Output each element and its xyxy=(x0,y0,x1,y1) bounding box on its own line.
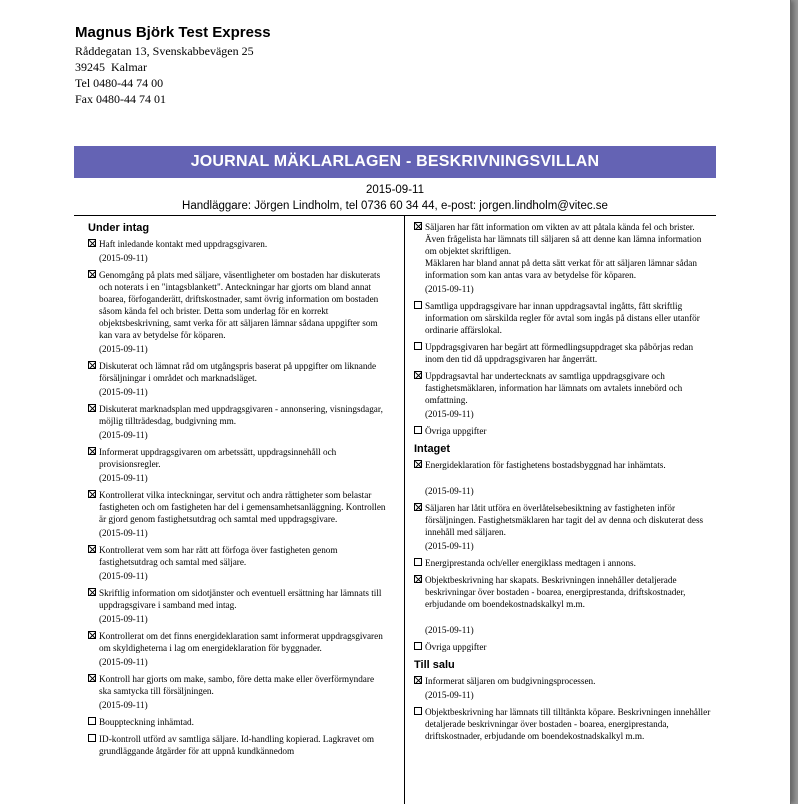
spacer xyxy=(425,471,714,483)
item-date: (2015-09-11) xyxy=(425,409,474,419)
checklist-item xyxy=(88,587,388,625)
checklist-item xyxy=(414,221,714,295)
item-text: Genomgång på plats med säljare, väsentligheter om bostaden har diskuterats och noterats i en "intagsblankett". Anteckningar har gjorts om bland annat boarea, förfoganderätt, driftskostnader, samt övrig information om bostaden såsom kända fel och brister. Detta som underlag för en korrekt objektsbeskrivning, samt verka för att säljaren lämnar sådana uppgifter som kan vara av betydelse för köparen. xyxy=(99,270,381,340)
journal-title-banner: JOURNAL MÄKLARLAGEN - BESKRIVNINGSVILLAN xyxy=(74,146,716,178)
checklist-item xyxy=(414,641,714,653)
item-date: (2015-09-11) xyxy=(99,430,148,440)
checked-checkbox[interactable] xyxy=(414,371,422,379)
checklist-item xyxy=(414,502,714,552)
item-text: Övriga uppgifter xyxy=(425,642,487,652)
checked-checkbox[interactable] xyxy=(88,490,96,498)
item-text: Objektbeskrivning har lämnats till tilltänkta köpare. Beskrivningen innehåller detaljerade beskrivningar över bostaden - boarea, energiprestanda, driftskostnader, erbjudande om boendekostnadskalkyl m.m. xyxy=(425,707,711,741)
fax-line: Fax 0480-44 74 01 xyxy=(75,92,166,106)
unchecked-checkbox[interactable] xyxy=(414,342,422,350)
checklist-item xyxy=(88,403,388,441)
checklist-item xyxy=(88,489,388,539)
checked-checkbox[interactable] xyxy=(414,222,422,230)
checklist-item xyxy=(414,300,714,336)
checked-checkbox[interactable] xyxy=(88,270,96,278)
journal-date: 2015-09-11 xyxy=(366,184,424,196)
right-column xyxy=(414,221,714,747)
checklist-item xyxy=(88,446,388,484)
unchecked-checkbox[interactable] xyxy=(414,558,422,566)
item-date: (2015-09-11) xyxy=(425,284,474,294)
item-text: Bouppteckning inhämtad. xyxy=(99,717,194,727)
checklist-item xyxy=(88,733,388,757)
unchecked-checkbox[interactable] xyxy=(414,426,422,434)
checked-checkbox[interactable] xyxy=(88,404,96,412)
item-text: Objektbeskrivning har skapats. Beskrivningen innehåller detaljerade beskrivningar över bostaden - boarea, energiprestanda, driftskostnader, erbjudande om boendekostnadskalkyl m.m. xyxy=(425,575,686,609)
item-text: Informerat uppdragsgivaren om arbetssätt, uppdragsinnehåll och provisionsregler. xyxy=(99,447,337,469)
checklist-item xyxy=(414,425,714,437)
unchecked-checkbox[interactable] xyxy=(414,301,422,309)
item-date: (2015-09-11) xyxy=(425,625,474,635)
item-date: (2015-09-11) xyxy=(99,700,148,710)
item-text: Övriga uppgifter xyxy=(425,426,487,436)
checked-checkbox[interactable] xyxy=(414,575,422,583)
checked-checkbox[interactable] xyxy=(88,631,96,639)
item-text: Säljaren har fått information om vikten av att påtala kända fel och brister. Även frågelista har lämnats till säljaren så att denne kan lämna information om objektet skriftligen. Mäklaren har bland annat på detta sätt verkat för att säljaren lämnar sådan information som kan antas vara av betydelse för köparen. xyxy=(425,222,702,280)
checked-checkbox[interactable] xyxy=(88,674,96,682)
item-text: Diskuterat marknadsplan med uppdragsgivaren - annonsering, visningsdagar, möjlig tillträdesdag, budgivning mm. xyxy=(99,404,383,426)
item-text: Samtliga uppdragsgivare har innan uppdragsavtal ingåtts, fått skriftlig information om särskilda regler för avtal som ingås på distans eller utanför ordinarie affärslokal. xyxy=(425,301,700,335)
handler-line: Handläggare: Jörgen Lindholm, tel 0736 60 34 44, e-post: jorgen.lindholm@vitec.se xyxy=(182,200,608,212)
checked-checkbox[interactable] xyxy=(414,676,422,684)
checklist-item xyxy=(414,459,714,497)
unchecked-checkbox[interactable] xyxy=(88,717,96,725)
checked-checkbox[interactable] xyxy=(88,588,96,596)
item-text: Kontrollerat om det finns energideklaration samt informerat uppdragsgivaren om skyldigheterna i lag om energideklaration för byggnader. xyxy=(99,631,383,653)
checklist-item xyxy=(414,557,714,569)
item-date: (2015-09-11) xyxy=(99,657,148,667)
item-text: Kontroll har gjorts om make, sambo, före detta make eller överförmyndare ska samtycka till försäljningen. xyxy=(99,674,375,696)
checklist-item xyxy=(414,675,714,701)
left-column xyxy=(88,221,388,762)
item-date: (2015-09-11) xyxy=(99,571,148,581)
item-text: Kontrollerat vilka inteckningar, servitut och andra rättigheter som belastar fastigheten och om fastigheten har del i gemensamhetsanläggning. Kontrollen är gjord genom fastighetsutdrag och samtal med uppdragsgivare. xyxy=(99,490,386,524)
item-date: (2015-09-11) xyxy=(99,614,148,624)
column-divider xyxy=(404,215,405,804)
item-date: (2015-09-11) xyxy=(425,690,474,700)
checked-checkbox[interactable] xyxy=(88,361,96,369)
checklist-item xyxy=(88,269,388,355)
spacer xyxy=(425,610,714,622)
checklist-item xyxy=(88,360,388,398)
item-date: (2015-09-11) xyxy=(99,473,148,483)
checked-checkbox[interactable] xyxy=(414,460,422,468)
unchecked-checkbox[interactable] xyxy=(414,642,422,650)
postal-line: 39245 Kalmar xyxy=(75,60,147,74)
checklist-item xyxy=(88,544,388,582)
section-title: Intaget xyxy=(414,443,451,455)
item-date: (2015-09-11) xyxy=(99,344,148,354)
checked-checkbox[interactable] xyxy=(88,447,96,455)
checklist-item xyxy=(414,370,714,420)
item-text: Skriftlig information om sidotjänster och eventuell ersättning har lämnats till uppdragsgivare i samband med intag. xyxy=(99,588,382,610)
item-text: Uppdragsgivaren har begärt att förmedlingsuppdraget ska påbörjas redan inom den tid då uppdragsgivaren har ångerrätt. xyxy=(425,342,694,364)
item-text: Haft inledande kontakt med uppdragsgivaren. xyxy=(99,239,268,249)
item-text: Diskuterat och lämnat råd om utgångspris baserat på uppgifter om liknande försäljningar i området och marknadsläget. xyxy=(99,361,377,383)
checklist-item xyxy=(88,630,388,668)
company-name: Magnus Björk Test Express xyxy=(75,24,271,41)
item-date: (2015-09-11) xyxy=(425,541,474,551)
checked-checkbox[interactable] xyxy=(414,503,422,511)
horizontal-divider xyxy=(74,215,716,216)
checklist-item xyxy=(414,574,714,636)
phone-line: Tel 0480-44 74 00 xyxy=(75,76,164,90)
item-date: (2015-09-11) xyxy=(99,387,148,397)
checklist-item xyxy=(88,673,388,711)
item-text: Kontrollerat vem som har rätt att förfoga över fastigheten genom fastighetsutdrag och samtal med säljare. xyxy=(99,545,338,567)
item-text: Energiprestanda och/eller energiklass medtagen i annons. xyxy=(425,558,636,568)
item-text: Uppdragsavtal har undertecknats av samtliga uppdragsgivare och fastighetsmäklaren, information har lämnats om avtalets innebörd och omfattning. xyxy=(425,371,683,405)
checked-checkbox[interactable] xyxy=(88,239,96,247)
checklist-item xyxy=(414,341,714,365)
checklist-item xyxy=(88,238,388,264)
checked-checkbox[interactable] xyxy=(88,545,96,553)
item-date: (2015-09-11) xyxy=(99,253,148,263)
unchecked-checkbox[interactable] xyxy=(414,707,422,715)
item-text: Säljaren har låtit utföra en överlåtelsebesiktning av fastigheten inför försäljningen. Fastighetsmäklaren har tagit del av denna och diskuterat dess innehåll med säljaren. xyxy=(425,503,704,537)
section-title-under-intag: Under intag xyxy=(88,222,150,234)
item-text: ID-kontroll utförd av samtliga säljare. Id-handling kopierad. Lagkravet om grundläggande åtgärder för att uppnå kundkännedom xyxy=(99,734,375,756)
item-date: (2015-09-11) xyxy=(99,528,148,538)
item-date: (2015-09-11) xyxy=(425,486,474,496)
item-text: Energideklaration för fastighetens bostadsbyggnad har inhämtats. xyxy=(425,460,666,470)
checklist-item xyxy=(88,716,388,728)
checklist-item xyxy=(414,706,714,742)
item-text: Informerat säljaren om budgivningsprocessen. xyxy=(425,676,596,686)
address-line: Råddegatan 13, Svenskabbevägen 25 xyxy=(75,44,254,58)
checklist-left xyxy=(88,238,388,757)
unchecked-checkbox[interactable] xyxy=(88,734,96,742)
section-title: Till salu xyxy=(414,659,455,671)
